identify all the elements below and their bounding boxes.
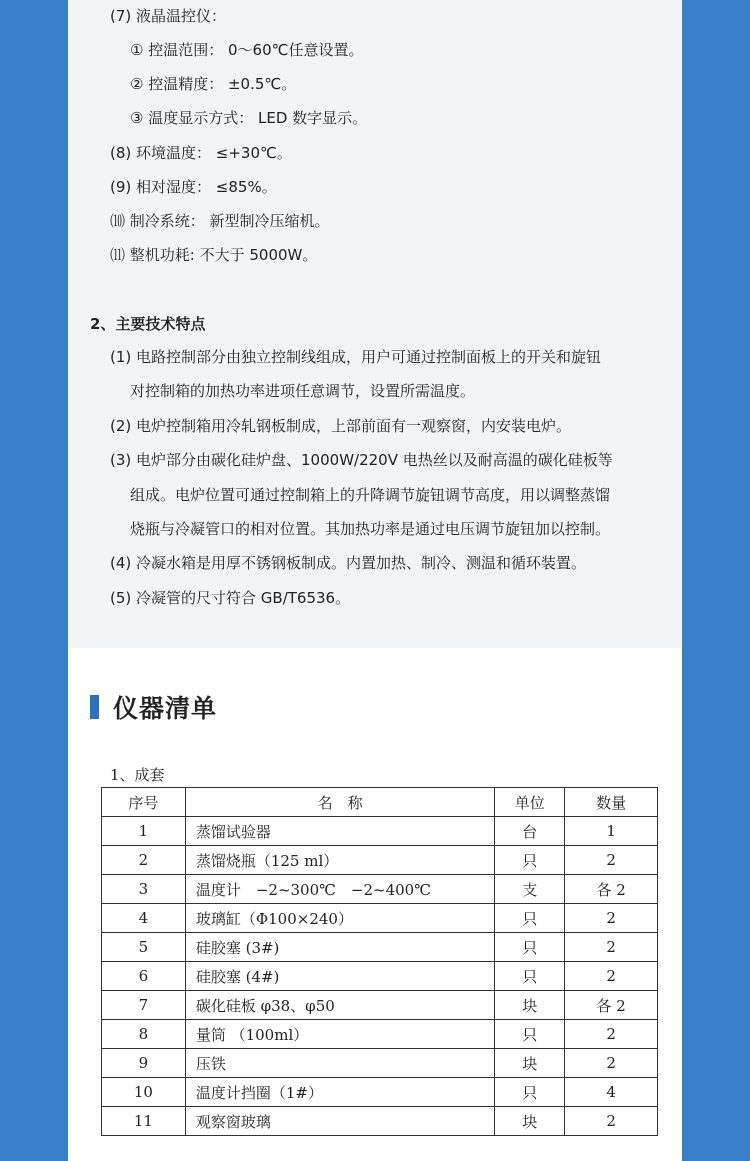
document-page (68, 0, 682, 1161)
header-unit: 单位 (495, 788, 565, 817)
row-unit: 块 (495, 991, 565, 1020)
spec-item-7-sub-3: ③ 温度显示方式： LED 数字显示。 (130, 109, 368, 127)
row-quantity: 2 (565, 1049, 658, 1078)
features-heading: 2、主要技术特点 (90, 315, 206, 333)
spec-section (68, 0, 682, 648)
row-quantity: 4 (565, 1078, 658, 1107)
row-index: 7 (102, 991, 186, 1020)
spec-item-11: ⑾ 整机功耗: 不大于 5000W。 (110, 246, 318, 264)
row-unit: 块 (495, 1049, 565, 1078)
feature-line: (4) 冷凝水箱是用厚不锈钢板制成。内置加热、制冷、测温和循环装置。 (110, 554, 587, 572)
table-row (102, 817, 658, 846)
row-name: 温度计挡圈（1#） (185, 1078, 495, 1107)
row-quantity: 各 2 (565, 991, 658, 1020)
row-index: 5 (102, 933, 186, 962)
equipment-table (101, 787, 658, 1136)
header-index: 序号 (102, 788, 186, 817)
row-name: 碳化硅板 φ38、φ50 (185, 991, 495, 1020)
row-index: 2 (102, 846, 186, 875)
row-name: 硅胶塞 (4#) (185, 962, 495, 991)
table-row (102, 991, 658, 1020)
row-quantity: 2 (565, 962, 658, 991)
row-quantity: 2 (565, 933, 658, 962)
feature-line: (1) 电路控制部分由独立控制线组成，用户可通过控制面板上的开关和旋钮 (110, 348, 602, 366)
row-unit: 只 (495, 1078, 565, 1107)
row-unit: 只 (495, 962, 565, 991)
subset-label: 1、成套 (110, 766, 165, 784)
spec-item-8: (8) 环境温度： ≤+30℃。 (110, 144, 292, 162)
spec-item-9: (9) 相对湿度： ≤85%。 (110, 178, 277, 196)
row-name: 硅胶塞 (3#) (185, 933, 495, 962)
row-quantity: 2 (565, 1020, 658, 1049)
row-index: 9 (102, 1049, 186, 1078)
table-row (102, 1078, 658, 1107)
section-title-bar (90, 695, 99, 719)
spec-item-10: ⑽ 制冷系统： 新型制冷压缩机。 (110, 212, 330, 230)
feature-line: (5) 冷凝管的尺寸符合 GB/T6536。 (110, 589, 351, 607)
row-index: 4 (102, 904, 186, 933)
feature-line: (2) 电炉控制箱用冷轧钢板制成，上部前面有一观察窗，内安装电炉。 (110, 417, 572, 435)
row-name: 温度计 −2~300℃ −2~400℃ (185, 875, 495, 904)
row-unit: 台 (495, 817, 565, 846)
row-unit: 块 (495, 1107, 565, 1136)
table-row (102, 875, 658, 904)
header-quantity: 数量 (565, 788, 658, 817)
table-row (102, 1107, 658, 1136)
table-row (102, 1049, 658, 1078)
table-row (102, 1020, 658, 1049)
table-row (102, 962, 658, 991)
feature-line: 烧瓶与冷凝管口的相对位置。其加热功率是通过电压调节旋钮加以控制。 (130, 520, 611, 538)
table-row (102, 933, 658, 962)
row-unit: 只 (495, 846, 565, 875)
table-header-row (102, 788, 658, 817)
row-name: 量筒 （100ml） (185, 1020, 495, 1049)
section-title (90, 690, 217, 724)
header-name: 名 称 (185, 788, 495, 817)
row-index: 11 (102, 1107, 186, 1136)
row-index: 10 (102, 1078, 186, 1107)
row-name: 观察窗玻璃 (185, 1107, 495, 1136)
feature-line: 组成。电炉位置可通过控制箱上的升降调节旋钮调节高度，用以调整蒸馏 (130, 486, 611, 504)
row-index: 8 (102, 1020, 186, 1049)
row-unit: 支 (495, 875, 565, 904)
section-title-text: 仪器清单 (113, 694, 218, 723)
spec-item-7-sub-2: ② 控温精度： ±0.5℃。 (130, 75, 297, 93)
row-quantity: 2 (565, 846, 658, 875)
row-name: 蒸馏试验器 (185, 817, 495, 846)
row-unit: 只 (495, 904, 565, 933)
table-row (102, 846, 658, 875)
row-quantity: 2 (565, 1107, 658, 1136)
row-unit: 只 (495, 933, 565, 962)
row-name: 压铁 (185, 1049, 495, 1078)
feature-line: 对控制箱的加热功率进项任意调节，设置所需温度。 (130, 382, 476, 400)
spec-item-7: (7) 液晶温控仪： (110, 7, 227, 25)
row-index: 3 (102, 875, 186, 904)
row-unit: 只 (495, 1020, 565, 1049)
row-name: 玻璃缸（Φ100×240） (185, 904, 495, 933)
row-quantity: 1 (565, 817, 658, 846)
table-row (102, 904, 658, 933)
row-index: 6 (102, 962, 186, 991)
row-name: 蒸馏烧瓶（125 ml） (185, 846, 495, 875)
spec-item-7-sub-1: ① 控温范围： 0～60℃任意设置。 (130, 41, 364, 59)
feature-line: (3) 电炉部分由碳化硅炉盘、1000W/220V 电热丝以及耐高温的碳化硅板等 (110, 451, 613, 469)
row-index: 1 (102, 817, 186, 846)
row-quantity: 2 (565, 904, 658, 933)
row-quantity: 各 2 (565, 875, 658, 904)
